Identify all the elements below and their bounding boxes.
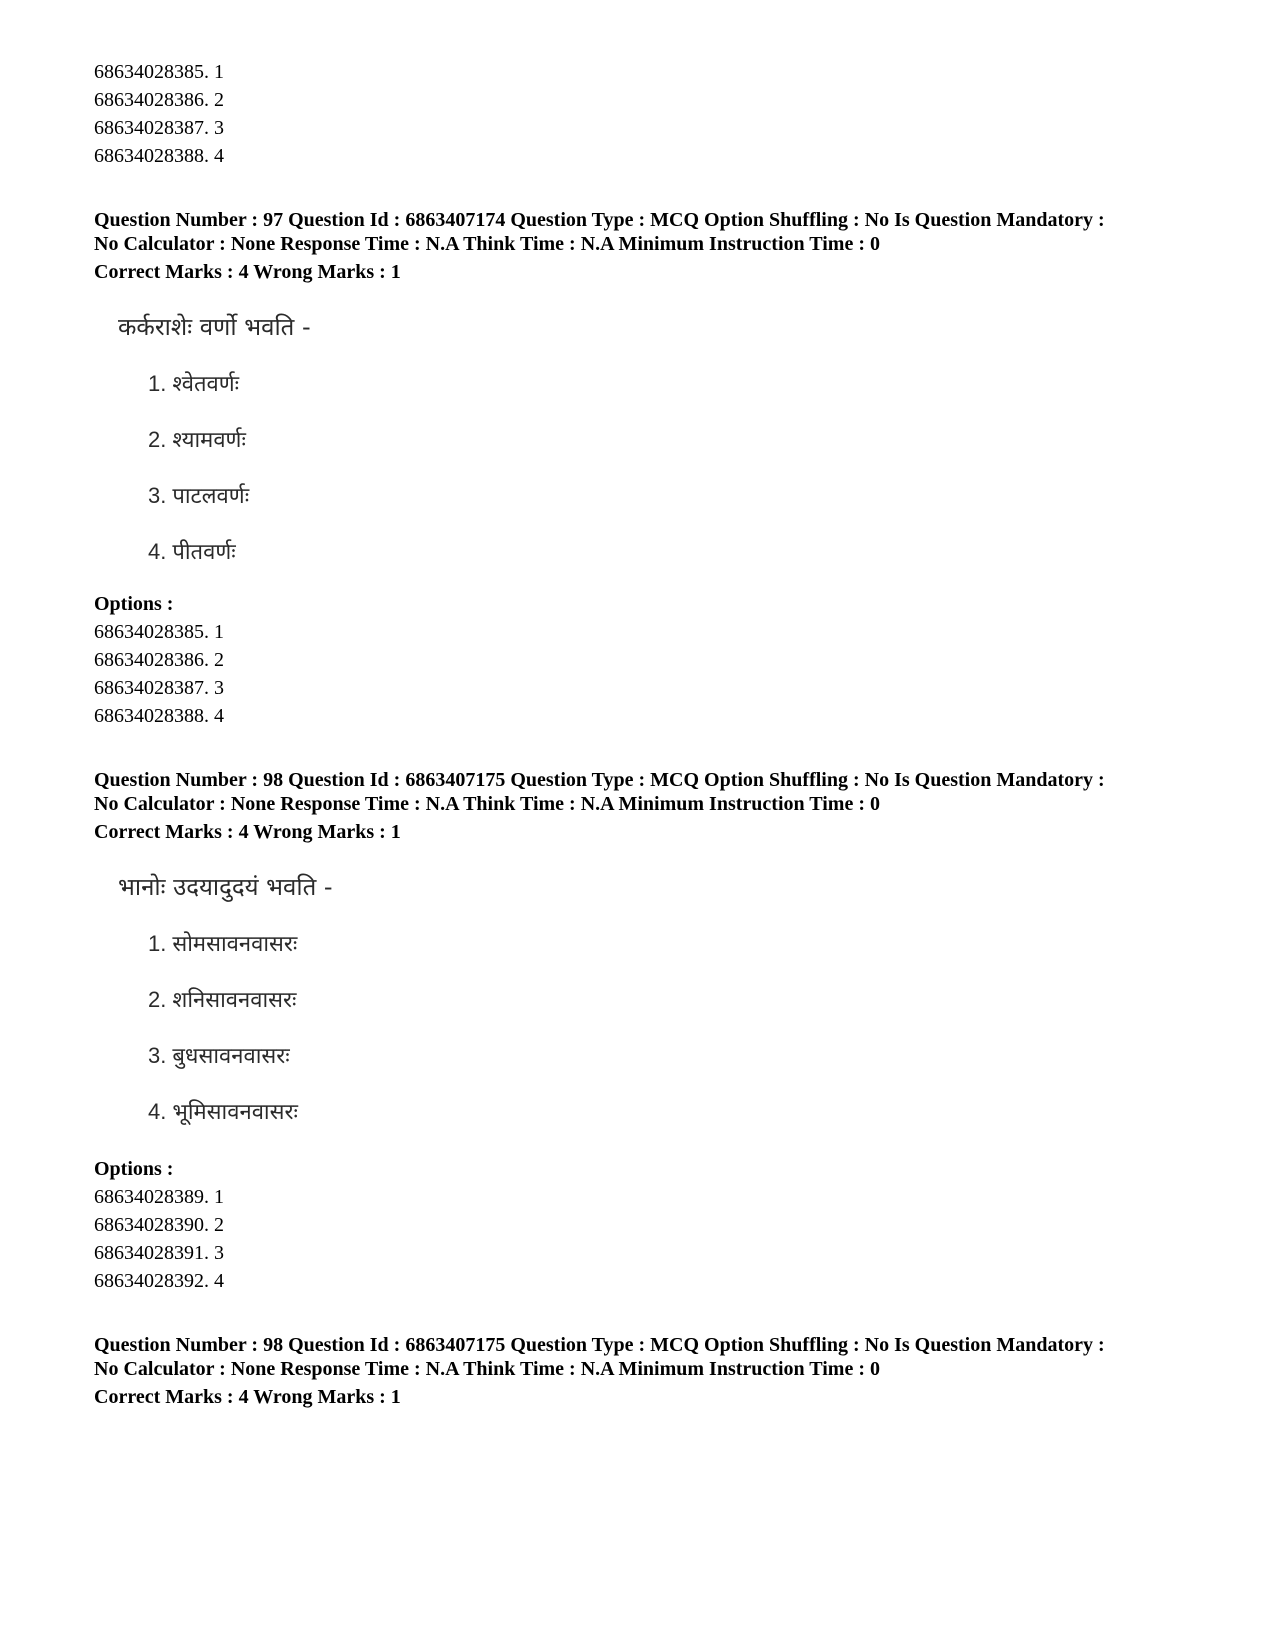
question-marks: Correct Marks : 4 Wrong Marks : 1: [94, 261, 401, 283]
choice-item: [148, 986, 296, 1015]
question-header-line-2: No Calculator : None Response Time : N.A Think Time : N.A Minimum Instruction Time : 0: [94, 793, 880, 815]
choice-item: [148, 538, 236, 567]
question-header-line-2: No Calculator : None Response Time : N.A Think Time : N.A Minimum Instruction Time : 0: [94, 1358, 880, 1380]
options-label: Options :: [94, 593, 174, 615]
choice-item: [148, 1098, 298, 1127]
option-line: 68634028389. 1: [94, 1186, 224, 1208]
option-line: 68634028386. 2: [94, 649, 224, 671]
option-line: 68634028390. 2: [94, 1214, 224, 1236]
choice-text: शनिसावनवासरः: [172, 988, 297, 1013]
choice-item: [148, 482, 249, 511]
choice-text: श्यामवर्णः: [172, 428, 246, 453]
option-line: 68634028385. 1: [94, 61, 224, 83]
choice-number: 4.: [148, 1099, 167, 1124]
choice-text: पीतवर्णः: [172, 540, 236, 565]
question-marks: Correct Marks : 4 Wrong Marks : 1: [94, 1386, 401, 1408]
options-label: Options :: [94, 1158, 174, 1180]
option-line: 68634028385. 1: [94, 621, 224, 643]
choice-number: 3.: [148, 483, 167, 508]
choice-number: 4.: [148, 539, 167, 564]
choice-number: 1.: [148, 931, 167, 956]
choice-number: 2.: [148, 427, 167, 452]
option-line: 68634028388. 4: [94, 145, 224, 167]
question-stem: कर्कराशेः वर्णो भवति -: [118, 313, 311, 341]
choice-text: भूमिसावनवासरः: [172, 1100, 298, 1125]
choice-item: [148, 370, 239, 399]
question-header-line-1: Question Number : 98 Question Id : 6863407175 Question Type : MCQ Option Shuffling : No Is Question Mandatory :: [94, 1334, 1105, 1356]
option-line: 68634028387. 3: [94, 117, 224, 139]
question-header-line-2: No Calculator : None Response Time : N.A Think Time : N.A Minimum Instruction Time : 0: [94, 233, 880, 255]
option-line: 68634028387. 3: [94, 677, 224, 699]
choice-item: [148, 930, 297, 959]
question-header-line-1: Question Number : 98 Question Id : 6863407175 Question Type : MCQ Option Shuffling : No Is Question Mandatory :: [94, 769, 1105, 791]
choice-text: पाटलवर्णः: [172, 484, 250, 509]
choice-item: [148, 1042, 290, 1071]
option-line: 68634028388. 4: [94, 705, 224, 727]
choice-item: [148, 426, 246, 455]
choice-text: सोमसावनवासरः: [172, 932, 298, 957]
choice-number: 2.: [148, 987, 167, 1012]
choice-text: बुधसावनवासरः: [172, 1044, 290, 1069]
question-marks: Correct Marks : 4 Wrong Marks : 1: [94, 821, 401, 843]
question-stem: भानोः उदयादुदयं भवति -: [118, 873, 333, 901]
choice-number: 1.: [148, 371, 167, 396]
option-line: 68634028392. 4: [94, 1270, 224, 1292]
question-header-line-1: Question Number : 97 Question Id : 6863407174 Question Type : MCQ Option Shuffling : No Is Question Mandatory :: [94, 209, 1105, 231]
choice-text: श्वेतवर्णः: [172, 372, 240, 397]
option-line: 68634028386. 2: [94, 89, 224, 111]
choice-number: 3.: [148, 1043, 167, 1068]
option-line: 68634028391. 3: [94, 1242, 224, 1264]
